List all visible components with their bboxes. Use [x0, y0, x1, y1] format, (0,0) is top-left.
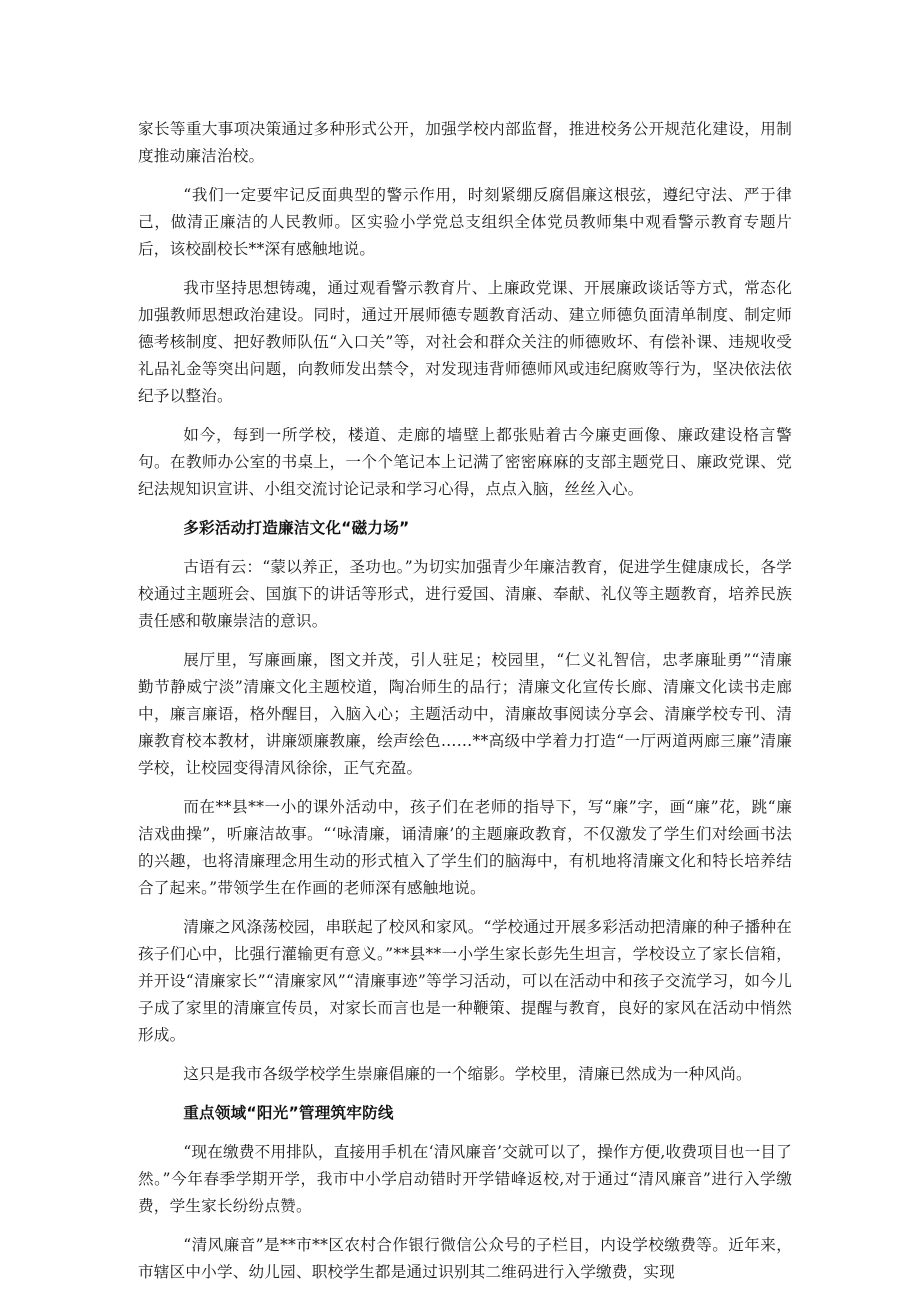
paragraph-summary: 这只是我市各级学校学生崇廉倡廉的一个缩影。学校里，清廉已然成为一种风尚。	[183, 1065, 752, 1083]
paragraph-exhibition-hall: 展厅里，写廉画廉，图文并茂，引人驻足；校园里，“仁义礼智信，忠孝廉耻勇”“清廉勤节静威宁淡”清廉文化主题校道，陶冶师生的品行；清廉文化宣传长廊、清廉文化读书走廊中，廉言廉语，格外醒目，入脑入心；主题活动中，清廉故事阅读分享会、清廉学校专刊、清廉教育校本教材，讲廉颂廉教廉，绘声绘色……**高级中学着力打造“一厅两道两廊三廉”清廉学校，让校园变得清风徐徐，正气充盈。	[138, 651, 792, 777]
paragraph-qingfeng-lianyin: “清风廉音”是**市**区农村合作银行微信公众号的子栏目，内设学校缴费等。近年来，市辖区中小学、幼儿园、职校学生都是通过识别其二维码进行入学缴费，实现	[138, 1236, 792, 1281]
paragraph-quote-vice-principal: “我们一定要牢记反面典型的警示作用，时刻紧绷反腐倡廉这根弦，遵纪守法、严于律己，做清正廉洁的人民教师。区实验小学党总支组织全体党员教师集中观看警示教育专题片后，该校副校长**深有感触地说。	[138, 186, 792, 258]
paragraph-ideology: 我市坚持思想铸魂，通过观看警示教育片、上廉政党课、开展廉政谈话等方式，常态化加强教师思想政治建设。同时，通过开展师德专题教育活动、建立师德负面清单制度、制定师德考核制度、把好教师队伍“入口关”等，对社会和群众关注的师德败坏、有偿补课、违规收受礼品礼金等突出问题，向教师发出禁令，对发现违背师德师风或违纪腐败等行为，坚决依法依纪予以整治。	[138, 279, 792, 405]
section-heading-activities: 多彩活动打造廉洁文化“磁力场”	[183, 519, 410, 537]
paragraph-continued: 家长等重大事项决策通过多种形式公开，加强学校内部监督，推进校务公开规范化建设，用制度推动廉洁治校。	[138, 120, 792, 165]
article-body	[138, 116, 792, 1298]
paragraph-school-walls: 如今，每到一所学校，楼道、走廊的墙壁上都张贴着古今廉吏画像、廉政建设格言警句。在教师办公室的书桌上，一个个笔记本上记满了密密麻麻的支部主题党日、廉政党课、党纪法规知识宣讲、小组交流讨论记录和学习心得，点点入脑，丝丝入心。	[138, 426, 792, 498]
paragraph-after-school: 而在**县**一小的课外活动中，孩子们在老师的指导下，写“廉”字，画“廉”花，跳“廉洁戏曲操”，听廉洁故事。“‘咏清廉，诵清廉’的主题廉政教育，不仅激发了学生们对绘画书法的兴趣，也将清廉理念用生动的形式植入了学生们的脑海中，有机地将清廉文化和特长培养结合了起来。”带领学生在作画的老师深有感触地说。	[138, 798, 792, 897]
section-heading-sunshine: 重点领域“阳光”管理筑牢防线	[183, 1104, 394, 1122]
paragraph-payment-quote: “现在缴费不用排队，直接用手机在‘清风廉音’交就可以了，操作方便,收费项目也一目了然。”今年春季学期开学，我市中小学启动错时开学错峰返校,对于通过“清风廉音”进行入学缴费，学生家长纷纷点赞。	[138, 1143, 792, 1215]
paragraph-family-style: 清廉之风涤荡校园，串联起了校风和家风。“学校通过开展多彩活动把清廉的种子播种在孩子们心中，比强行灌输更有意义。”**县**一小学生家长彭先生坦言，学校设立了家长信箱，并开设“清廉家长”“清廉家风”“清廉事迹”等学习活动，可以在活动中和孩子交流学习，如今儿子成了家里的清廉宣传员，对家长而言也是一种鞭策、提醒与教育，良好的家风在活动中悄然形成。	[138, 918, 792, 1044]
paragraph-ancient-saying: 古语有云：“蒙以养正，圣功也。”为切实加强青少年廉洁教育，促进学生健康成长，各学校通过主题班会、国旗下的讲话等形式，进行爱国、清廉、奉献、礼仪等主题教育，培养民族责任感和敬廉崇洁的意识。	[138, 558, 792, 630]
